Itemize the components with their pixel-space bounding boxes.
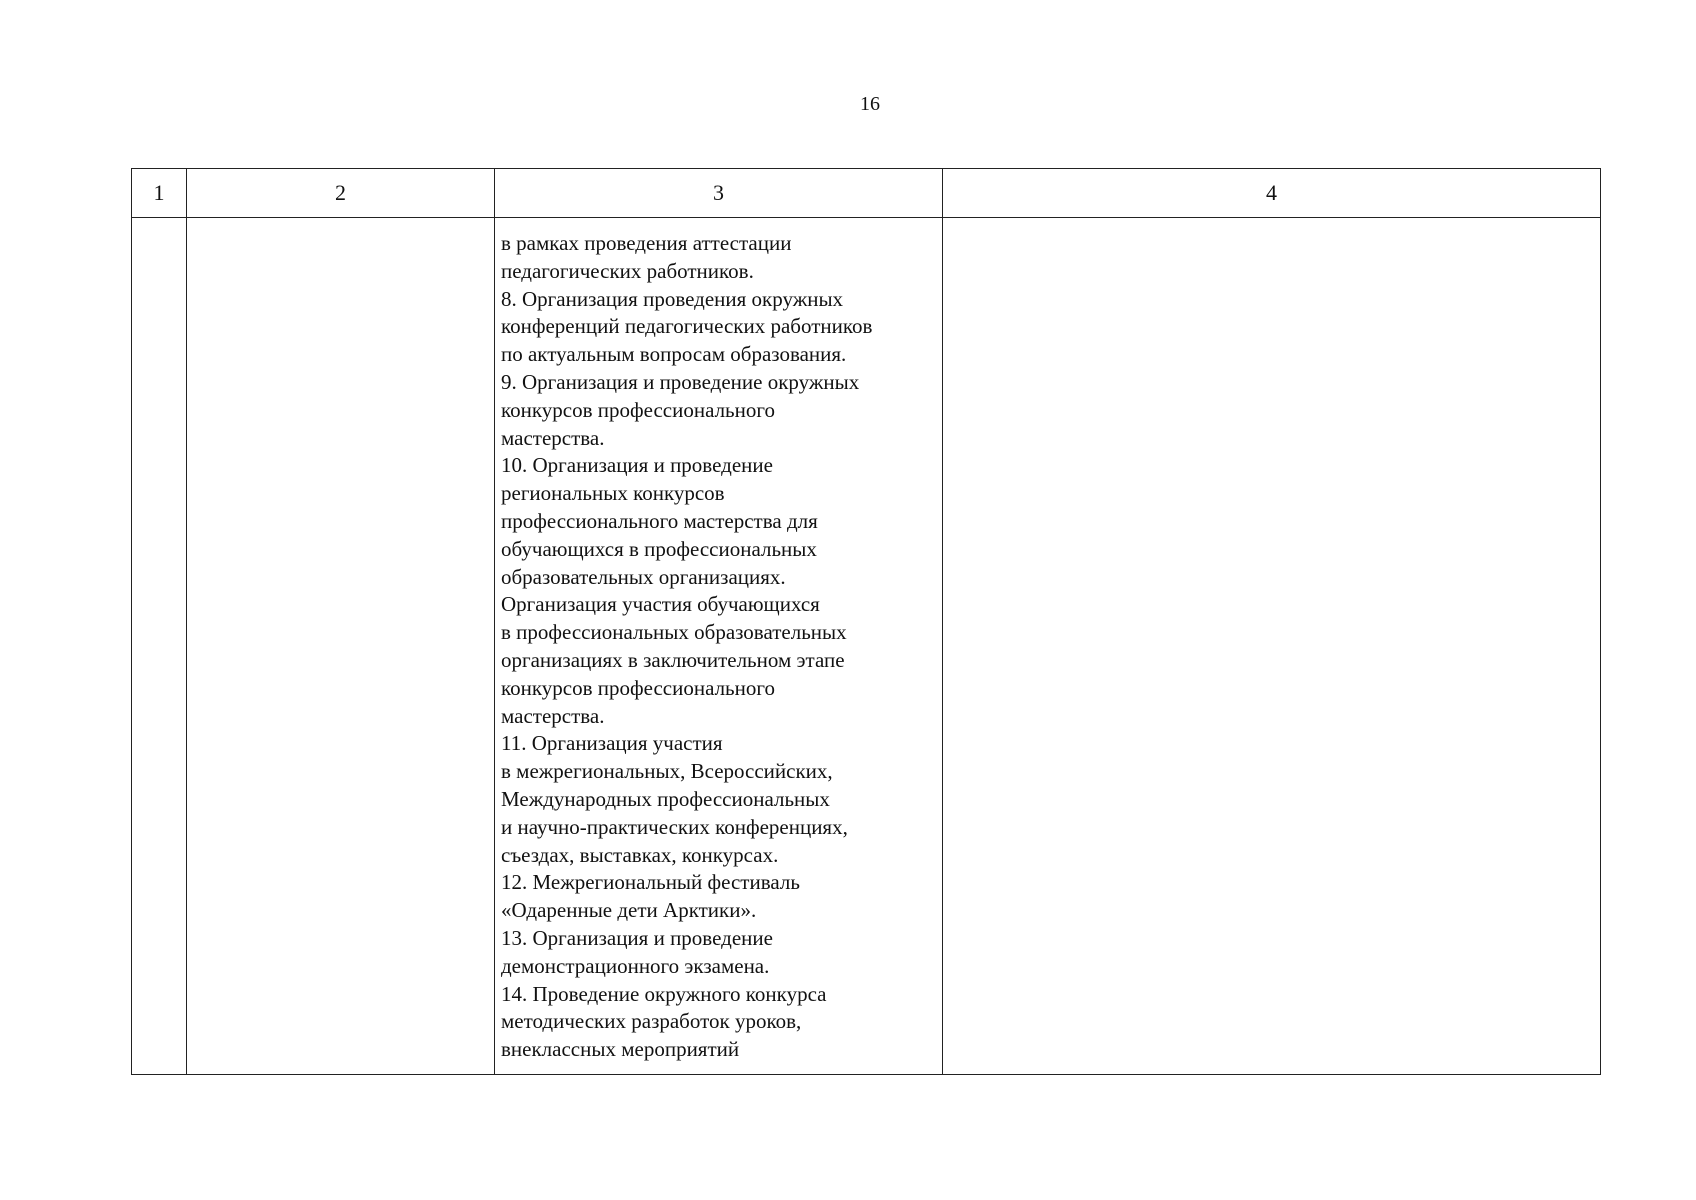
text-line: 10. Организация и проведение — [501, 453, 773, 478]
column-header-1: 1 — [132, 169, 187, 218]
text-line: организациях в заключительном этапе — [501, 647, 845, 672]
table-header-row — [132, 169, 1601, 218]
text-line: методических разработок уроков, — [501, 1009, 802, 1034]
text-line: 8. Организация проведения окружных — [501, 286, 844, 311]
table-cell-col2 — [187, 218, 495, 1075]
text-line: 12. Межрегиональный фестиваль — [501, 870, 800, 895]
text-line: Международных профессиональных — [501, 786, 830, 811]
column-header-2: 2 — [187, 169, 495, 218]
text-line: демонстрационного экзамена. — [501, 953, 770, 978]
column-header-4: 4 — [943, 169, 1601, 218]
table-cell-col1 — [132, 218, 187, 1075]
text-line: 11. Организация участия — [501, 731, 723, 756]
text-line: обучающихся в профессиональных — [501, 536, 817, 561]
column-header-3: 3 — [495, 169, 943, 218]
table-cell-col4 — [943, 218, 1601, 1075]
text-line: 9. Организация и проведение окружных — [501, 369, 860, 394]
text-line: конференций педагогических работников — [501, 314, 873, 339]
text-line: в межрегиональных, Всероссийских, — [501, 759, 833, 784]
text-line: конкурсов профессионального — [501, 397, 775, 422]
text-line: мастерства. — [501, 703, 605, 728]
page-number: 16 — [860, 93, 880, 115]
text-line: в профессиональных образовательных — [501, 620, 847, 645]
text-line: по актуальным вопросам образования. — [501, 342, 847, 367]
text-line: 13. Организация и проведение — [501, 925, 773, 950]
table-row — [132, 218, 1601, 1075]
text-line: образовательных организациях. — [501, 564, 786, 589]
text-line: «Одаренные дети Арктики». — [501, 898, 757, 923]
text-line: региональных конкурсов — [501, 481, 725, 506]
text-line: педагогических работников. — [501, 258, 754, 283]
table-cell-col3 — [495, 218, 943, 1075]
text-line: съездах, выставках, конкурсах. — [501, 842, 779, 867]
text-line: конкурсов профессионального — [501, 675, 775, 700]
activities-text — [495, 218, 942, 1064]
text-line: Организация участия обучающихся — [501, 592, 820, 617]
text-line: в рамках проведения аттестации — [501, 231, 792, 255]
document-table — [131, 168, 1601, 1075]
text-line: мастерства. — [501, 425, 605, 450]
text-line: и научно-практических конференциях, — [501, 814, 848, 839]
text-line: профессионального мастерства для — [501, 508, 818, 533]
text-line: внеклассных мероприятий — [501, 1037, 740, 1062]
text-line: 14. Проведение окружного конкурса — [501, 981, 827, 1006]
